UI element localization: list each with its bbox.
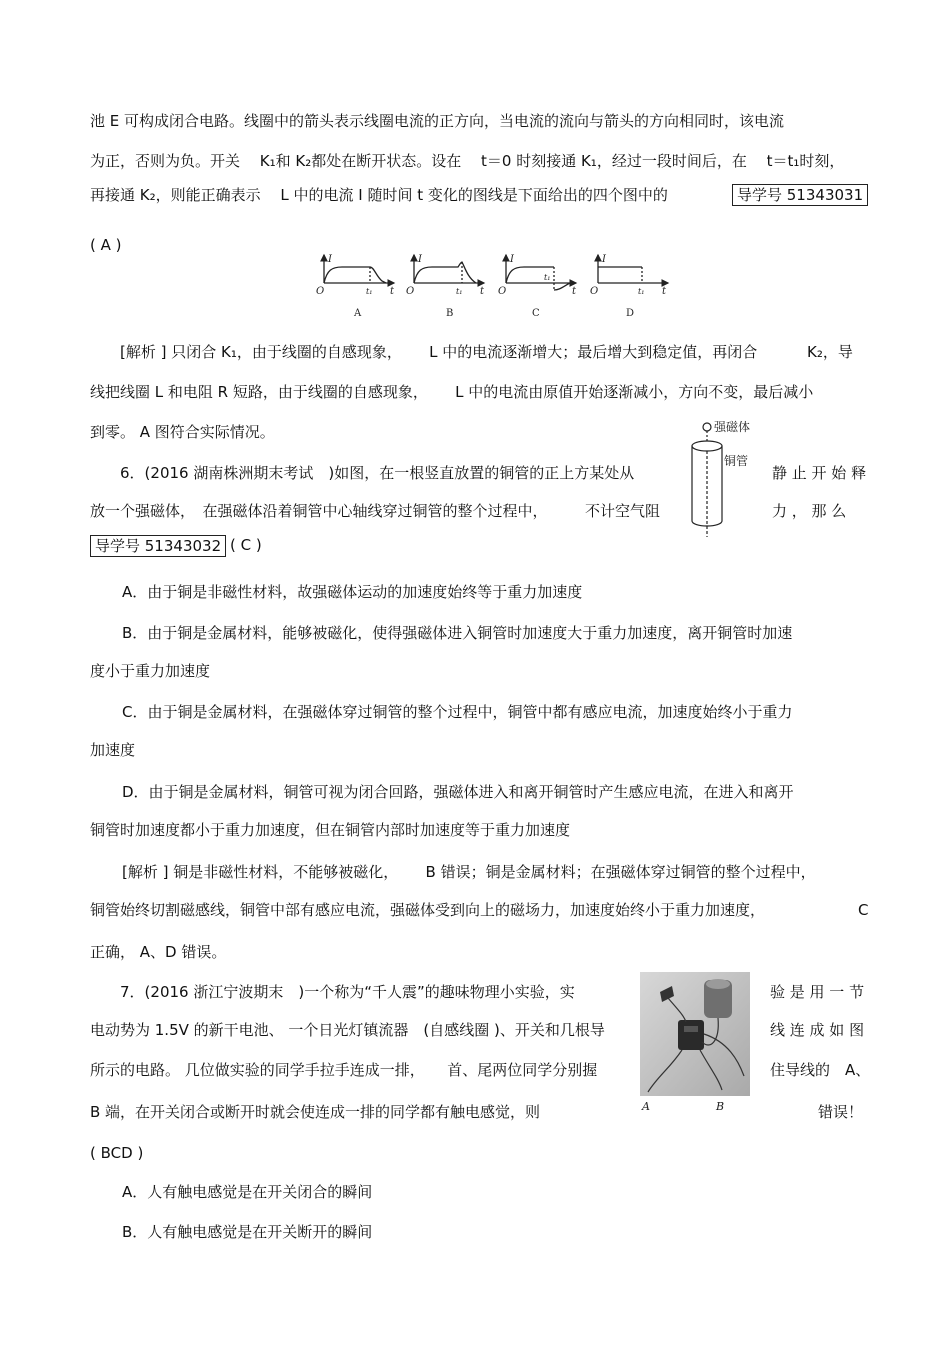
q7-line-3-right: 住导线的 A、 <box>770 1061 871 1079</box>
q6-line-1-right: 静 止 开 始 释 <box>772 464 867 482</box>
battery-icon <box>704 979 732 1018</box>
graph-d-caption: D <box>626 308 635 319</box>
q6-option-b-2: 度小于重力加速度 <box>90 662 211 680</box>
q5-analysis-3: 到零。 A 图符合实际情况。 <box>90 423 275 441</box>
q5-line-2: 为正，否则为负。开关 K₁和 K₂都处在断开状态。设在 t＝0 时刻接通 K₁，经过一段时间后，在 t＝t₁时刻， <box>90 152 845 170</box>
q6-analysis-2: 铜管始终切割磁感线，铜管中部有感应电流，强磁体受到向上的磁场力，加速度始终小于重力加速度， <box>90 901 766 919</box>
q7-line-1: 7．(2016 浙江宁波期末 )一个称为“千人震”的趣味物理小实验，实 <box>120 983 575 1001</box>
graph-a-y-label: I <box>328 254 332 265</box>
q7-line-2: 电动势为 1.5V 的新干电池、 一个日光灯镇流器 (自感线圈 )、开关和几根导 <box>90 1021 605 1039</box>
q6-answer: ( C ) <box>230 536 262 554</box>
graph-a-t1: t₁ <box>366 287 373 296</box>
graph-a-origin: O <box>316 286 325 297</box>
graph-b-origin: O <box>406 286 415 297</box>
q5-graphs <box>310 250 680 325</box>
q5-analysis-1: [解析 ] 只闭合 K₁，由于线圈的自感现象， L 中的电流逐渐增大；最后增大到稳定值，再闭合 K₂，导 <box>120 343 853 361</box>
copper-pipe-figure <box>680 415 770 545</box>
q6-line-2: 放一个强磁体， 在强磁体沿着铜管中心轴线穿过铜管的整个过程中， 不计空气阻 <box>90 502 661 520</box>
magnet-label: 强磁体 <box>714 420 751 434</box>
q7-option-a: A．人有触电感觉是在开关闭合的瞬间 <box>122 1183 373 1201</box>
q6-option-d-2: 铜管时加速度都小于重力加速度，但在铜管内部时加速度等于重力加速度 <box>90 821 571 839</box>
graph-c-caption: C <box>532 308 540 319</box>
graph-c-t1: t₁ <box>544 273 551 282</box>
q5-answer: ( A ) <box>90 236 122 254</box>
graph-b-caption: B <box>446 308 454 319</box>
experiment-photo <box>640 972 750 1112</box>
q7-line-1-right: 验 是 用 一 节 <box>770 983 865 1001</box>
q6-option-a: A．由于铜是非磁性材料，故强磁体运动的加速度始终等于重力加速度 <box>122 583 583 601</box>
graph-c-x-label: t <box>572 286 577 297</box>
graph-b-t1: t₁ <box>456 287 463 296</box>
graph-c-origin: O <box>498 286 507 297</box>
q5-line-1: 池 E 可构成闭合电路。线圈中的箭头表示线圈电流的正方向，当电流的流向与箭头的方向相同时，该电流 <box>90 112 785 130</box>
q7-line-4-right: 错误！ <box>818 1103 864 1121</box>
graph-b <box>414 255 484 283</box>
q6-option-c-1: C．由于铜是金属材料，在强磁体穿过铜管的整个过程中，铜管中都有感应电流，加速度始终小于重力 <box>122 703 793 721</box>
graph-d <box>598 255 668 283</box>
q6-analysis-1: [解析 ] 铜是非磁性材料，不能够被磁化， B 错误；铜是金属材料；在强磁体穿过铜管的整个过程中， <box>122 863 816 881</box>
photo-label-a: A <box>642 1100 650 1112</box>
q5-analysis-2: 线把线圈 L 和电阻 R 短路，由于线圈的自感现象， L 中的电流由原值开始逐渐减小，方向不变，最后减小 <box>90 383 814 401</box>
q7-line-2-right: 线 连 成 如 图 <box>770 1021 865 1039</box>
q6-option-b-1: B．由于铜是金属材料，能够被磁化，使得强磁体进入铜管时加速度大于重力加速度，离开铜管时加速 <box>122 624 793 642</box>
q7-line-3: 所示的电路。 几位做实验的同学手拉手连成一排， 首、尾两位同学分别握 <box>90 1061 598 1079</box>
q7-line-4: B 端，在开关闭合或断开时就会使连成一排的同学都有触电感觉，则 <box>90 1103 541 1121</box>
graph-a-x-label: t <box>390 286 395 297</box>
photo-label-b: B <box>716 1100 725 1112</box>
q6-option-c-2: 加速度 <box>90 741 136 759</box>
ballast-icon <box>678 1020 704 1050</box>
graph-d-y-label: I <box>602 254 606 265</box>
pipe-label: 铜管 <box>724 454 749 468</box>
q6-analysis-3: 正确， A、D 错误。 <box>90 943 227 961</box>
q7-option-b: B．人有触电感觉是在开关断开的瞬间 <box>122 1223 373 1241</box>
graph-b-x-label: t <box>480 286 485 297</box>
graph-d-origin: O <box>590 286 599 297</box>
q5-code-box: 导学号 51343031 <box>732 184 868 206</box>
graph-c-y-label: I <box>510 254 514 265</box>
q6-line-1: 6．(2016 湖南株洲期末考试 )如图，在一根竖直放置的铜管的正上方某处从 <box>120 464 635 482</box>
graph-d-x-label: t <box>662 286 667 297</box>
graph-c <box>506 255 576 290</box>
q6-option-d-1: D．由于铜是金属材料，铜管可视为闭合回路，强磁体进入和离开铜管时产生感应电流，在进入和离开 <box>122 783 794 801</box>
q6-line-2-right: 力 ， 那 么 <box>772 502 847 520</box>
graph-d-t1: t₁ <box>638 287 645 296</box>
graph-b-y-label: I <box>418 254 422 265</box>
q7-answer: ( BCD ) <box>90 1144 144 1162</box>
q6-analysis-2-right: C <box>858 901 869 919</box>
q5-line-3: 再接通 K₂，则能正确表示 L 中的电流 I 随时间 t 变化的图线是下面给出的四个图中的 <box>90 186 668 204</box>
graph-a-caption: A <box>354 308 362 319</box>
graph-a <box>324 255 394 283</box>
q6-code-box: 导学号 51343032 <box>90 535 226 557</box>
